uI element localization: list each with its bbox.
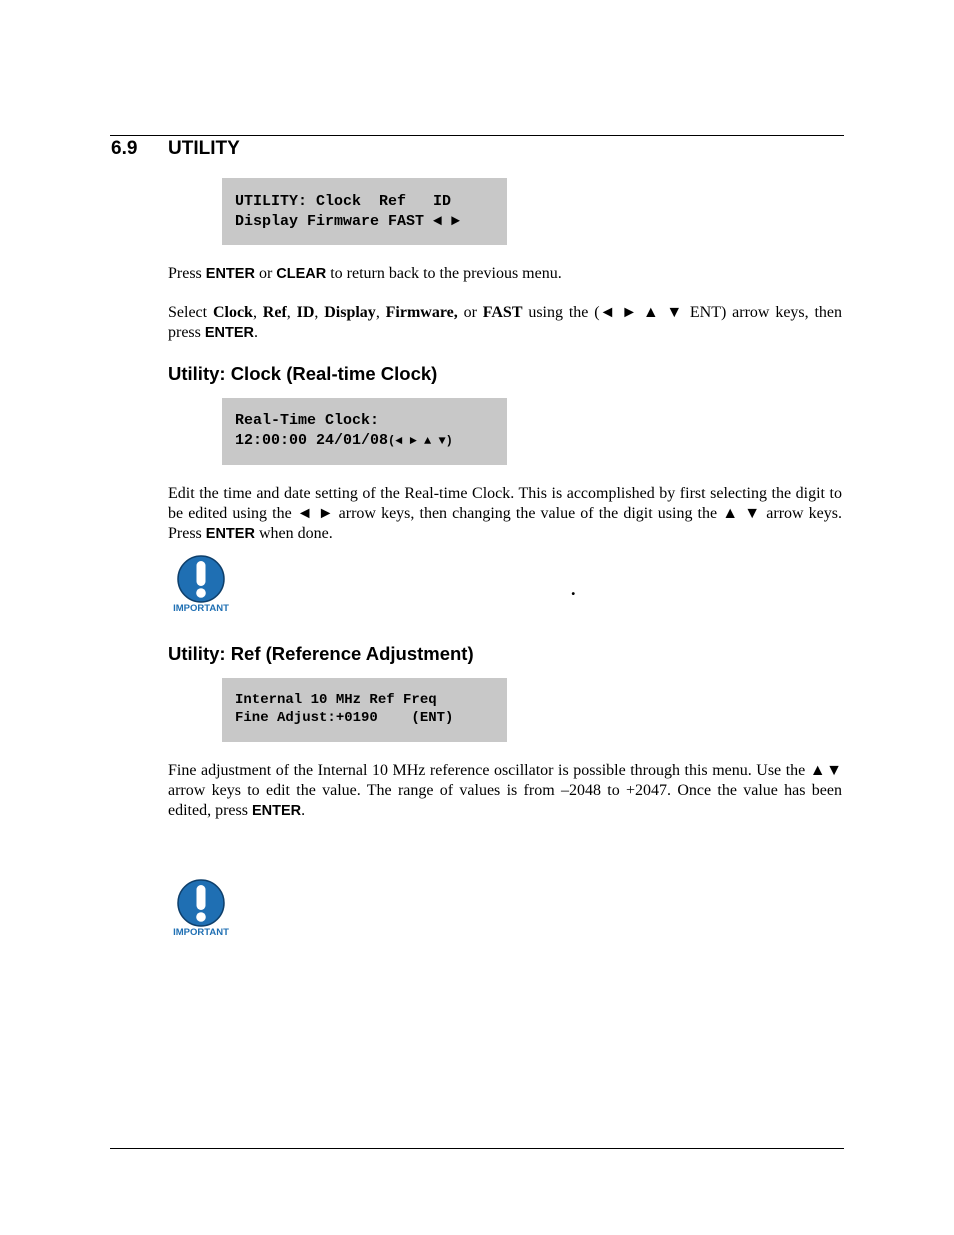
lcd-line-1: UTILITY: Clock Ref ID [235,193,452,210]
paragraph-enter-clear [168,264,842,284]
option-fast: FAST [482,304,523,321]
ref-heading: Utility: Ref (Reference Adjustment) [168,643,474,664]
footer-rule [110,1148,844,1149]
text: . [301,802,306,819]
lcd-utility-menu [222,178,507,245]
lcd-line-1: Internal 10 MHz Ref Freq [235,692,437,708]
text: , [375,304,386,321]
key-clear: CLEAR [276,266,327,282]
text: , [314,304,325,321]
lcd-line-1: Real-Time Clock: [235,412,380,429]
text: when done. [254,525,333,542]
text: , [286,304,297,321]
option-display: Display [324,304,376,321]
stray-period: . [571,579,576,599]
option-clock: Clock [212,304,253,321]
text: Press [168,265,206,282]
important-icon [167,879,235,927]
important-icon [167,555,235,603]
key-enter: ENTER [205,266,255,282]
important-label: IMPORTANT [173,603,229,614]
text: . [254,324,259,341]
text: to return back to the previous menu. [326,265,562,282]
important-notice [167,879,235,941]
paragraph-ref-adjust [168,761,842,821]
text: or [254,265,277,282]
option-firmware: Firmware, [385,304,458,321]
text: Edit the time and date setting of the Real-time Clock. This is accomplished by first selecting the digit to be edited using the ◄ ► arrow keys, then changing the value of the digit using the ▲ ▼ arrow keys. Press [168,485,842,542]
header-rule [110,135,844,136]
text: or [457,304,483,321]
option-id: ID [296,304,315,321]
key-enter: ENTER [205,526,255,542]
text: Fine adjustment of the Internal 10 MHz reference oscillator is possible through this menu. Use the ▲▼ arrow keys to edit the value. The range of values is from –2048 to +2047. Once the value has been edited, press [168,762,842,819]
important-label: IMPORTANT [173,927,229,938]
lcd-real-time-clock [222,398,507,465]
section-number: 6.9 [111,138,138,159]
lcd-line-2 [235,431,507,451]
lcd-arrow-keys: (◄ ► ▲ ▼) [388,434,453,448]
lcd-clock-value: 12:00:00 24/01/08 [235,432,389,449]
important-notice [167,555,235,617]
section-title: UTILITY [168,138,240,159]
lcd-line-2: Display Firmware FAST ◄ ► [235,213,461,230]
lcd-line-2: Fine Adjust:+0190 (ENT) [235,710,454,726]
clock-heading: Utility: Clock (Real-time Clock) [168,363,438,384]
text: , [252,304,263,321]
paragraph-clock-edit [168,484,842,544]
text: Select [168,304,213,321]
option-ref: Ref [262,304,287,321]
key-enter: ENTER [204,325,255,341]
key-enter: ENTER [251,803,302,819]
section-heading [111,138,240,160]
text: using the (◄ ► ▲ ▼ ENT) arrow keys, then press [168,304,843,341]
paragraph-select-options [168,303,842,343]
lcd-reference-adjust [222,678,507,742]
